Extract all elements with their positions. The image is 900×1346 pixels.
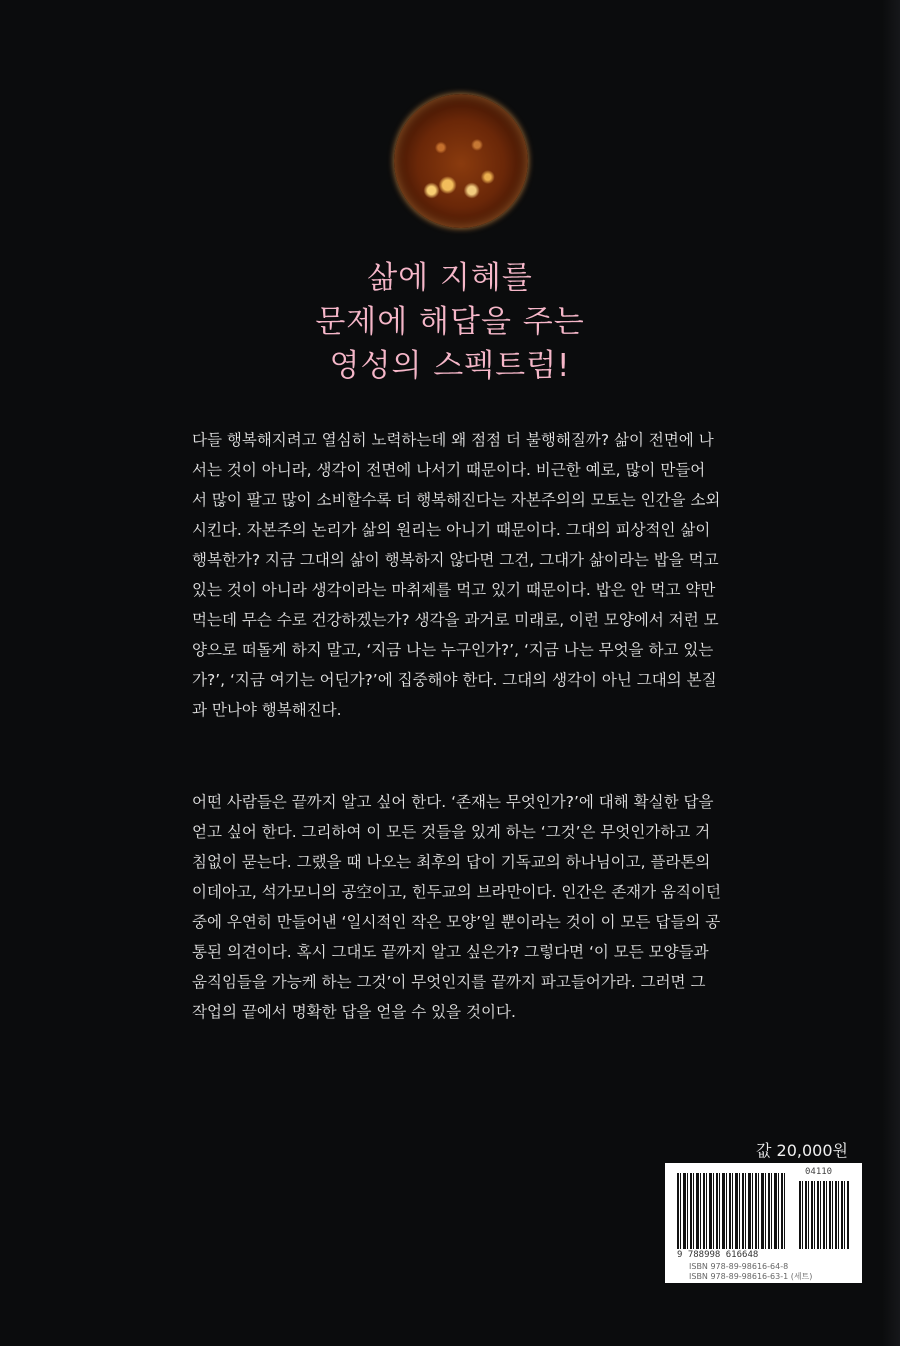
cover-spine-edge xyxy=(882,0,900,1346)
paragraph-line: 가?’, ‘지금 여기는 어딘가?’에 집중해야 한다. 그대의 생각이 아닌 그대의 본질 xyxy=(192,671,717,689)
barcode-addon-code: 04110 xyxy=(805,1167,833,1177)
headline-line-2: 문제에 해답을 주는 xyxy=(315,304,585,340)
barcode-addon-bars xyxy=(799,1181,849,1249)
barcode-digits: 9 788998 616648 xyxy=(677,1250,759,1260)
isbn-line-2: ISBN 978-89-98616-63-1 (세트) xyxy=(689,1272,813,1281)
paragraph-line: 시킨다. 자본주의 논리가 삶의 원리는 아니기 때문이다. 그대의 피상적인 삶이 xyxy=(192,521,711,539)
paragraph-line: 이데아고, 석가모니의 공空이고, 힌두교의 브라만이다. 인간은 존재가 움직이던 xyxy=(192,883,721,901)
paragraph-line: 어떤 사람들은 끝까지 알고 싶어 한다. ‘존재는 무엇인가?’에 대해 확실한 답을 xyxy=(192,793,714,811)
paragraph-line: 중에 우연히 만들어낸 ‘일시적인 작은 모양’일 뿐이라는 것이 이 모든 답들의 공 xyxy=(192,913,721,931)
paragraph-line: 행복한가? 지금 그대의 삶이 행복하지 않다면 그건, 그대가 삶이라는 밥을 먹고 xyxy=(192,551,719,569)
headline-line-1: 삶에 지혜를 xyxy=(367,260,533,296)
paragraph-line: 통된 의견이다. 혹시 그대도 끝까지 알고 싶은가? 그렇다면 ‘이 모든 모양들과 xyxy=(192,943,709,961)
paragraph-line: 움직임들을 가능케 하는 그것’이 무엇인지를 끝까지 파고들어가라. 그러면 그 xyxy=(192,973,706,991)
paragraph-line: 작업의 끝에서 명확한 답을 얻을 수 있을 것이다. xyxy=(192,1003,516,1021)
paragraph-line: 양으로 떠돌게 하지 말고, ‘지금 나는 누구인가?’, ‘지금 나는 무엇을 하고 있는 xyxy=(192,641,714,659)
price-label: 값 20,000원 xyxy=(756,1141,848,1160)
barcode xyxy=(665,1163,862,1283)
description-paragraph-1 xyxy=(192,425,752,725)
paragraph-line: 얻고 싶어 한다. 그리하여 이 모든 것들을 있게 하는 ‘그것’은 무엇인가하고 거 xyxy=(192,823,711,841)
isbn-line-1: ISBN 978-89-98616-64-8 xyxy=(689,1262,789,1271)
paragraph-line: 있는 것이 아니라 생각이라는 마취제를 먹고 있기 때문이다. 밥은 안 먹고 약만 xyxy=(192,581,716,599)
paragraph-line: 과 만나야 행복해진다. xyxy=(192,701,342,719)
headline xyxy=(0,256,900,388)
paragraph-line: 다들 행복해지려고 열심히 노력하는데 왜 점점 더 불행해질까? 삶이 전면에 나 xyxy=(192,431,714,449)
sun-image xyxy=(394,94,528,228)
paragraph-line: 침없이 묻는다. 그랬을 때 나오는 최후의 답이 기독교의 하나님이고, 플라톤의 xyxy=(192,853,711,871)
paragraph-line: 서는 것이 아니라, 생각이 전면에 나서기 때문이다. 비근한 예로, 많이 만들어 xyxy=(192,461,706,479)
headline-line-3: 영성의 스펙트럼! xyxy=(329,348,571,384)
paragraph-line: 먹는데 무슨 수로 건강하겠는가? 생각을 과거로 미래로, 이런 모양에서 저런 모 xyxy=(192,611,719,629)
description-paragraph-2 xyxy=(192,787,752,1027)
barcode-bars xyxy=(677,1173,787,1249)
paragraph-line: 서 많이 팔고 많이 소비할수록 더 행복해진다는 자본주의의 모토는 인간을 소외 xyxy=(192,491,721,509)
